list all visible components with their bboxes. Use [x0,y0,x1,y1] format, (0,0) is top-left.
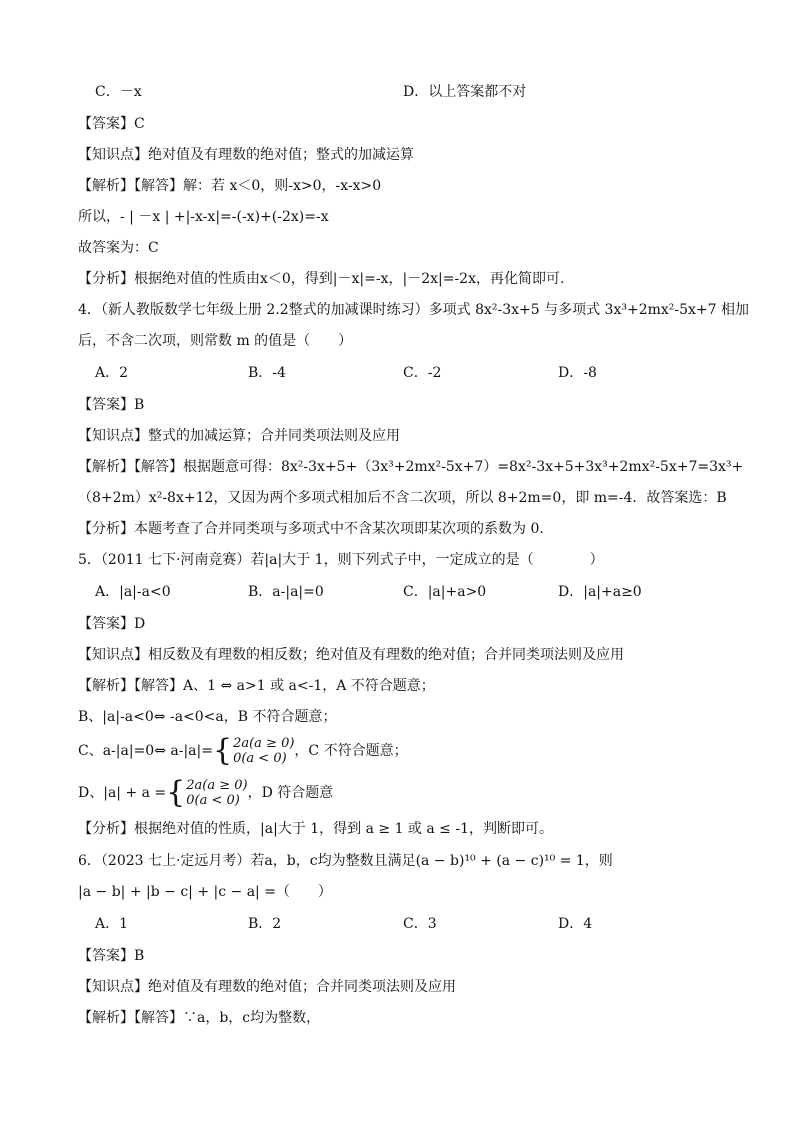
q4-option-a: A．2 [95,365,129,381]
q4-analysis-line2: （8+2m）x²-8x+12，又因为两个多项式相加后不含二次项，所以 8+2m=0，即 m=-4．故答案选：B [78,490,727,506]
q6-analysis: 【解析】【解答】∵a，b，c均为整数， [78,1010,321,1026]
q3-option-d: D．以上答案都不对 [403,84,527,100]
q3-options-row [95,82,735,102]
q4-option-d: D．-8 [558,365,597,381]
q6-option-a: A．1 [95,916,129,932]
q5-c-prefix: C、a-|a|=0⇔ a-|a|= [78,743,213,759]
q4-answer: 【答案】B [78,397,145,413]
q5-options-row [95,582,735,602]
q5-answer: 【答案】D [78,616,146,632]
q6-options-row [95,914,735,934]
q5-stem: 5．（2011 七下·河南竞赛）若|a|大于 1，则下列式子中，一定成立的是（ ） [78,552,604,568]
q5-analysis-b: B、|a|-a<0⇔ -a<0<a，B 不符合题意； [78,709,337,725]
q5-analysis-d [78,775,333,811]
q3-analysis: 【解析】【解答】解：若 x＜0，则-x>0，-x-x>0 [78,178,382,194]
q5-option-a: A．|a|-a<0 [95,584,171,600]
q4-note: 【分析】本题考查了合并同类项与多项式中不含某次项即某次项的系数为 0． [78,521,554,537]
q5-option-c: C．|a|+a>0 [403,584,487,600]
q5-d-piecewise [166,775,247,811]
q5-c-suffix: ，C 不符合题意； [294,743,408,759]
q6-option-d: D．4 [558,916,593,932]
q5-d-case2: 0(a < 0) [186,793,240,808]
q6-answer: 【答案】B [78,948,145,964]
q5-c-piecewise [213,733,294,769]
q3-answer: 【答案】C [78,116,145,132]
q5-option-d: D．|a|+a≥0 [558,584,642,600]
q6-stem-line1: 6．（2023 七上·定远月考）若a，b，c均为整数且满足(a − b)¹⁰ + (a − c)¹⁰ = 1，则 [78,853,613,869]
q4-options-row [95,363,735,383]
q5-c-cases [233,736,294,766]
q3-note: 【分析】根据绝对值的性质由x＜0，得到|－x|=-x，|－2x|=-2x，再化简即可. [78,271,565,287]
q5-c-case2: 0(a < 0) [233,751,287,766]
q6-stem-line2: |a − b| + |b − c| + |c − a| =（ ） [78,884,332,900]
q5-analysis-a: 【解析】【解答】A、1 ⇔ a>1 或 a<-1，A 不符合题意； [78,678,435,694]
q4-knowledge: 【知识点】整式的加减运算；合并同类项法则及应用 [78,428,400,444]
q6-option-b: B．2 [248,916,282,932]
q3-option-c: C．－x [95,84,142,100]
q5-d-prefix: D、|a| + a = [78,785,167,801]
left-brace: { [166,775,186,810]
q5-knowledge: 【知识点】相反数及有理数的相反数；绝对值及有理数的绝对值；合并同类项法则及应用 [78,647,624,663]
q5-d-suffix: ，D 符合题意 [247,785,334,801]
left-brace: { [212,733,233,768]
q5-d-case1: 2a(a ≥ 0) [186,778,248,793]
q6-option-c: C．3 [403,916,437,932]
q4-stem-line1: 4．（新人教版数学七年级上册 2.2整式的加减课时练习）多项式 8x²-3x+5 与多项式 3x³+2mx²-5x+7 相加 [78,302,750,318]
q6-knowledge: 【知识点】绝对值及有理数的绝对值；合并同类项法则及应用 [78,979,456,995]
q5-analysis-c [78,733,408,769]
q4-stem-line2: 后，不含二次项，则常数 m 的值是（ ） [78,333,353,349]
q3-conclusion: 故答案为：C [78,240,159,256]
q4-analysis-line1: 【解析】【解答】根据题意可得：8x²-3x+5+（3x³+2mx²-5x+7）=8x²-3x+5+3x³+2mx²-5x+7=3x³+ [78,459,744,475]
q5-d-cases [186,778,247,808]
q5-note: 【分析】根据绝对值的性质，|a|大于 1，得到 a ≥ 1 或 a ≤ -1，判断即可。 [78,821,553,837]
q4-option-b: B．-4 [248,365,286,381]
q3-so: 所以，- | －x | +|-x-x|=-(-x)+(-2x)=-x [78,209,329,225]
q5-c-case1: 2a(a ≥ 0) [233,736,295,751]
q3-knowledge: 【知识点】绝对值及有理数的绝对值；整式的加减运算 [78,147,414,163]
q5-option-b: B．a-|a|=0 [248,584,324,600]
q4-option-c: C．-2 [403,365,442,381]
